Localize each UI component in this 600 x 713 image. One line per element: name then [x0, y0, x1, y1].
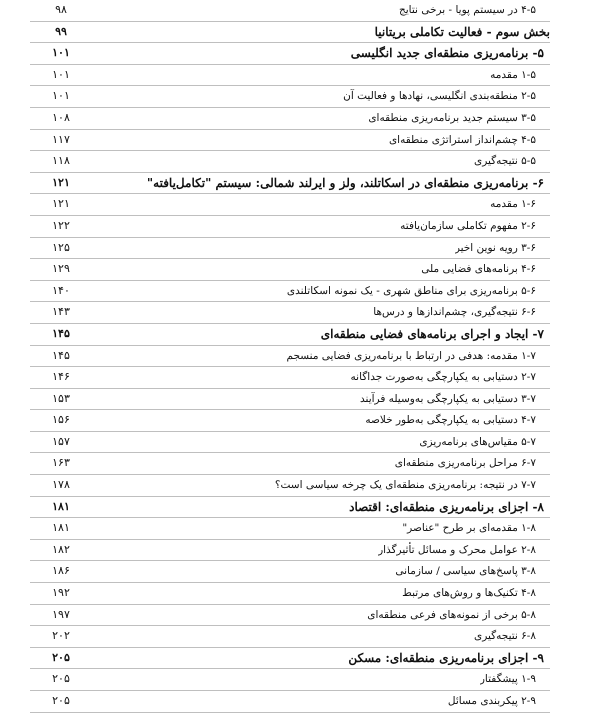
toc-row — [30, 173, 550, 195]
page-number: ۱۲۵ — [52, 240, 70, 254]
chapter-heading: ۶- برنامه‌ریزی منطقه‌ای در اسکاتلند، ولز و ایرلند شمالی: سیستم "تکامل‌یافته" — [146, 175, 544, 190]
toc-row — [30, 259, 550, 281]
toc-row — [30, 432, 550, 454]
page-number: ۱۰۱ — [52, 89, 70, 103]
toc-row — [30, 0, 550, 22]
toc-entry-title: ۷-۷ در نتیجه: برنامه‌ریزی منطقه‌ای یک چرخه سیاسی است؟ — [274, 479, 536, 492]
page-number: ۱۱۷ — [52, 132, 70, 146]
toc-entry-title: ۱-۹ پیشگفتار — [479, 673, 536, 686]
chapter-heading: ۸- اجزای برنامه‌ریزی منطقه‌ای: اقتصاد — [349, 499, 544, 514]
toc-row — [30, 22, 550, 44]
page-number: ۱۷۸ — [52, 478, 70, 492]
toc-entry-title: ۲-۹ پیکربندی مسائل — [447, 695, 536, 707]
toc-row — [30, 453, 550, 475]
page-number: ۱۸۶ — [52, 564, 70, 578]
toc-entry-title: ۱-۶ مقدمه — [490, 198, 536, 211]
toc-entry-title: ۲-۷ دستیابی به یکپارچگی به‌صورت جداگانه — [350, 371, 536, 384]
toc-row — [30, 410, 550, 432]
toc-entry-title: ۴-۸ تکنیک‌ها و روش‌های مرتبط — [402, 587, 536, 600]
page-number: ۱۶۳ — [52, 456, 70, 470]
toc-entry-title: ۵-۷ مقیاس‌های برنامه‌ریزی — [419, 435, 536, 448]
toc-row — [30, 86, 550, 108]
toc-row — [30, 367, 550, 389]
toc-entry-title: ۴-۵ در سیستم پویا - برخی نتایج — [398, 4, 536, 16]
toc-entry-title: ۲-۸ عوامل محرک و مسائل تأثیرگذار — [378, 543, 536, 556]
toc-entry-title: ۵-۶ برنامه‌ریزی برای مناطق شهری - یک نمونه اسکاتلندی — [286, 284, 536, 297]
page-number: ۱۵۶ — [52, 413, 70, 427]
toc-entry-title: ۶-۸ نتیجه‌گیری — [473, 630, 536, 643]
toc-row — [30, 518, 550, 540]
toc-row — [30, 281, 550, 303]
toc-entry-title: ۳-۷ دستیابی به یکپارچگی به‌وسیله فرآیند — [360, 392, 536, 405]
toc-row — [30, 648, 550, 670]
page-number: ۲۰۵ — [52, 672, 70, 686]
toc-row — [30, 626, 550, 648]
page-number: ۱۴۵ — [52, 326, 70, 340]
page-number: ۱۸۱ — [52, 499, 70, 513]
page-number: ۱۸۲ — [52, 542, 70, 556]
toc-row — [30, 346, 550, 368]
toc-entry-title: ۱-۷ مقدمه: هدفی در ارتباط با برنامه‌ریزی فضایی منسجم — [286, 349, 536, 362]
toc-row — [30, 389, 550, 411]
toc-row — [30, 561, 550, 583]
toc-entry-title: ۱-۵ مقدمه — [490, 68, 536, 81]
toc-row — [30, 540, 550, 562]
toc-row — [30, 497, 550, 519]
toc-entry-title: ۶-۶ نتیجه‌گیری، چشم‌اندازها و درس‌ها — [373, 306, 536, 319]
toc-row — [30, 605, 550, 627]
toc-entry-title: ۱-۸ مقدمه‌ای بر طرح "عناصر" — [402, 522, 536, 535]
page-number: ۱۴۶ — [52, 370, 70, 384]
toc-entry-title: ۶-۷ مراحل برنامه‌ریزی منطقه‌ای — [394, 457, 536, 470]
toc-row — [30, 108, 550, 130]
toc-entry-title: ۴-۶ برنامه‌های فضایی ملی — [421, 263, 536, 276]
toc-entry-title: ۳-۶ رویه نوین اخیر — [454, 241, 536, 254]
page-number: ۱۴۳ — [52, 305, 70, 319]
page-number: ۱۸۱ — [52, 521, 70, 535]
toc-entry-title: ۴-۵ چشم‌انداز استراتژی منطقه‌ای — [388, 133, 536, 146]
page-number: ۱۲۱ — [52, 197, 70, 211]
toc-row — [30, 130, 550, 152]
toc-row — [30, 151, 550, 173]
toc-row — [30, 194, 550, 216]
page-number: ۱۲۹ — [52, 262, 70, 276]
page-number: ۱۱۸ — [52, 154, 70, 168]
chapter-heading: ۷- ایجاد و اجرای برنامه‌های فضایی منطقه‌ای — [320, 326, 544, 341]
toc-entry-title: ۵-۵ نتیجه‌گیری — [473, 155, 536, 168]
toc-row — [30, 302, 550, 324]
toc-entry-title: ۲-۵ منطقه‌بندی انگلیسی، نهادها و فعالیت آن — [343, 90, 536, 103]
page-number: ۲۰۵ — [52, 694, 70, 707]
chapter-heading: ۹- اجزای برنامه‌ریزی منطقه‌ای: مسکن — [348, 650, 544, 665]
table-of-contents — [30, 0, 550, 713]
page-number: ۹۹ — [55, 24, 67, 38]
page-number: ۹۸ — [55, 3, 67, 16]
part-heading: بخش سوم - فعالیت تکاملی بریتانیا — [374, 24, 550, 39]
page-number: ۱۹۲ — [52, 586, 70, 600]
toc-row — [30, 691, 550, 713]
toc-row — [30, 324, 550, 346]
toc-row — [30, 669, 550, 691]
page-number: ۲۰۲ — [52, 629, 70, 643]
page-number: ۱۰۱ — [52, 46, 70, 60]
toc-row — [30, 583, 550, 605]
page-number: ۱۲۲ — [52, 218, 70, 232]
toc-entry-title: ۲-۶ مفهوم تکاملی سازمان‌یافته — [400, 219, 536, 232]
chapter-heading: ۵- برنامه‌ریزی منطقه‌ای جدید انگلیسی — [350, 46, 544, 61]
toc-row — [30, 216, 550, 238]
toc-entry-title: ۵-۸ برخی از نمونه‌های فرعی منطقه‌ای — [367, 608, 536, 621]
toc-entry-title: ۳-۵ سیستم جدید برنامه‌ریزی منطقه‌ای — [368, 111, 536, 124]
toc-row — [30, 238, 550, 260]
toc-row — [30, 475, 550, 497]
page-number: ۱۲۱ — [52, 175, 70, 189]
page-number: ۱۴۰ — [52, 283, 70, 297]
page-number: ۱۰۱ — [52, 67, 70, 81]
page-number: ۲۰۵ — [52, 650, 70, 664]
page-number: ۱۵۷ — [52, 434, 70, 448]
toc-row — [30, 65, 550, 87]
toc-row — [30, 43, 550, 65]
toc-entry-title: ۴-۷ دستیابی به یکپارچگی به‌طور خلاصه — [365, 414, 536, 427]
page-number: ۱۰۸ — [52, 110, 70, 124]
page-number: ۱۴۵ — [52, 348, 70, 362]
toc-entry-title: ۳-۸ پاسخ‌های سیاسی / سازمانی — [395, 565, 536, 578]
page-number: ۱۹۷ — [52, 607, 70, 621]
page-number: ۱۵۳ — [52, 391, 70, 405]
